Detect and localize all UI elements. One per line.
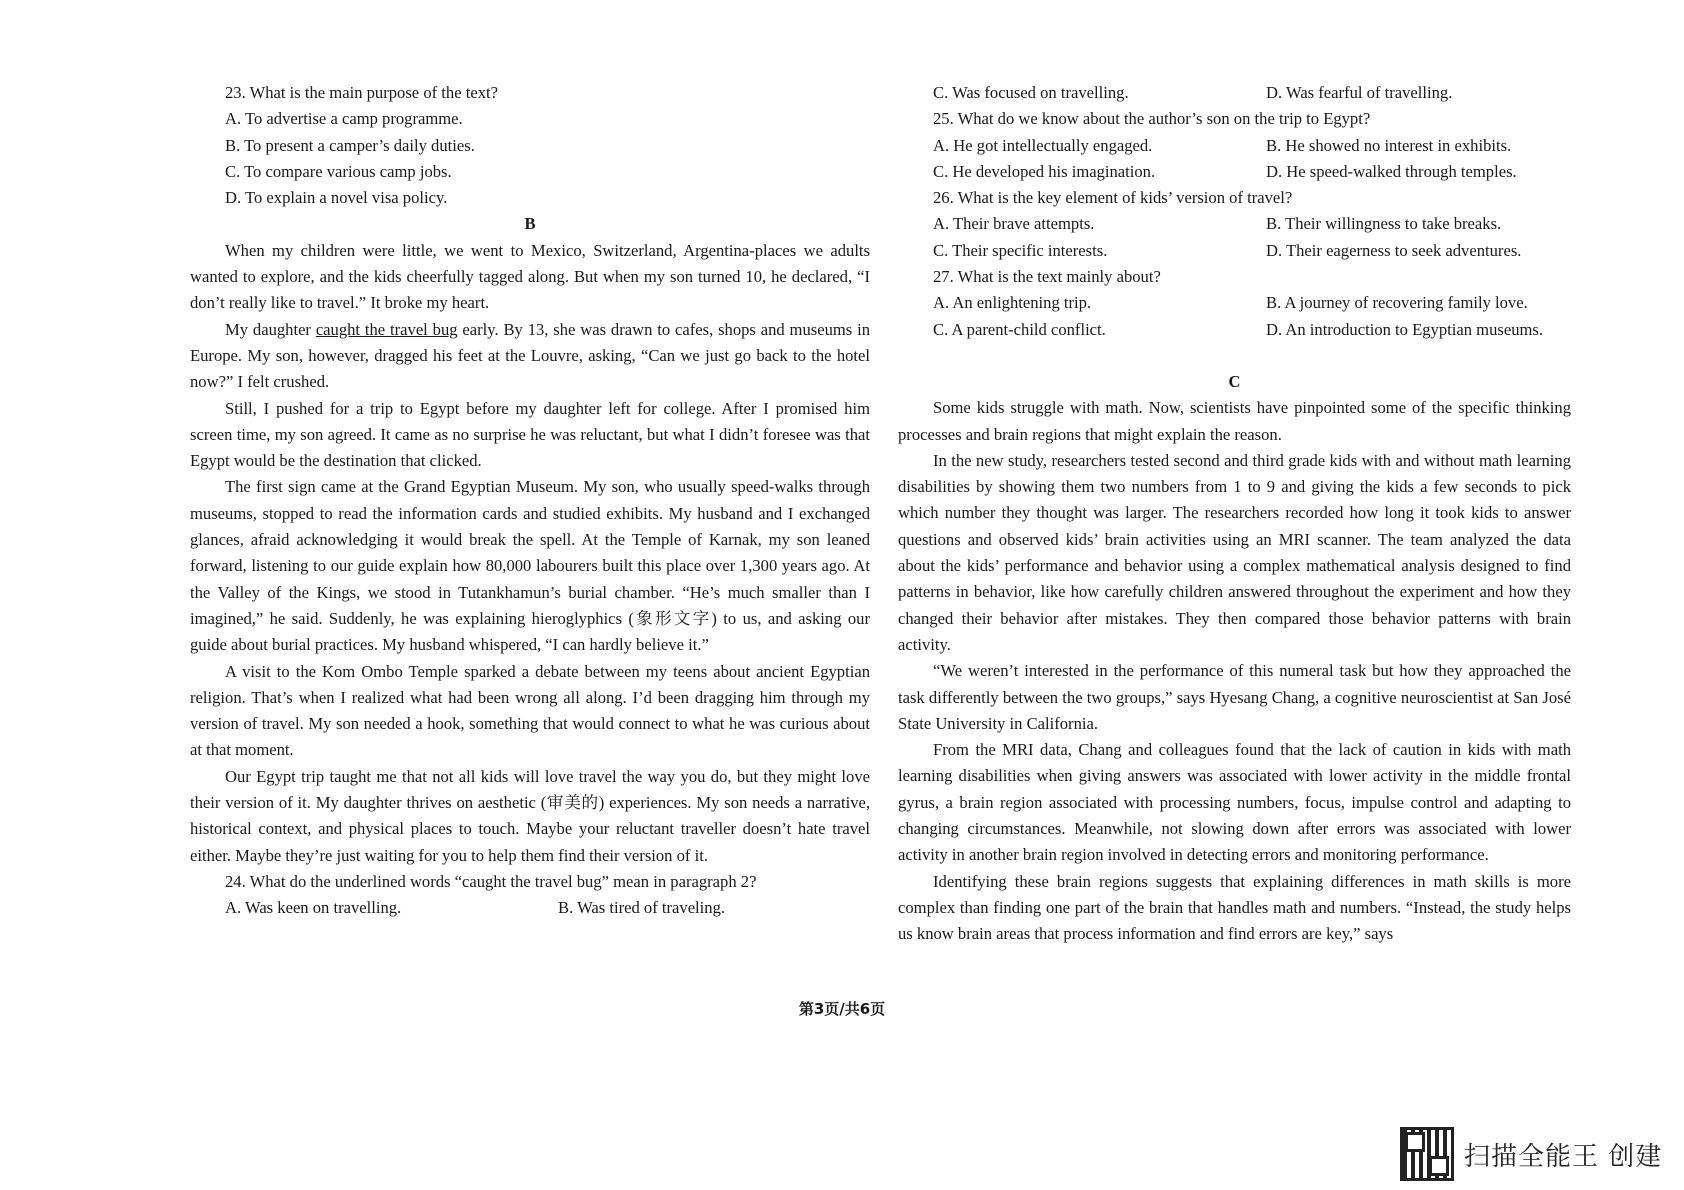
question-25: 25. What do we know about the author’s son on the trip to Egypt? bbox=[933, 109, 1371, 129]
options-25cd bbox=[898, 159, 1571, 185]
watermark-text: 扫描全能王 创建 bbox=[1464, 1141, 1663, 1172]
question-26: 26. What is the key element of kids’ version of travel? bbox=[933, 188, 1293, 208]
option-26b: B. Their willingness to take breaks. bbox=[1266, 214, 1502, 234]
option-24c: C. Was focused on travelling. bbox=[933, 83, 1129, 102]
passage-c-paragraph-5: Identifying these brain regions suggests that explaining differences in math skills is more complex than finding one part of the brain that handles math and numbers. “Instead, the study helps us know brain areas that process information and find errors are key,” says bbox=[898, 871, 1571, 944]
spacer bbox=[898, 343, 1571, 369]
question-23: 23. What is the main purpose of the text? bbox=[225, 83, 498, 102]
passage-b-paragraph-4: The first sign came at the Grand Egyptian Museum. My son, who usually speed-walks through museums, stopped to read the information cards and studied exhibits. My husband and I exchanged glances, afraid acknowledging it would break the spell. At the Temple of Karnak, my son leaned forward, listening to our guide explain how 80,000 labourers built this place over 1,300 years ago. At the Valley of the Kings, we stood in Tutankhamun’s burial chamber. “He’s much smaller than I imagined,” he said. Suddenly, he was explaining hieroglyphics (象形文字) to us, and asking our guide about burial practices. My husband whispered, “I can hardly believe it.” bbox=[190, 477, 870, 655]
options-26cd bbox=[898, 238, 1571, 264]
passage-b-paragraph-6: Our Egypt trip taught me that not all kids will love travel the way you do, but they might love their version of it. My daughter thrives on aesthetic (审美的) experiences. My son needs a narrative, historical context, and physical places to touch. Maybe your reluctant traveller doesn’t hate travel either. Maybe they’re just waiting for you to help them find their version of it. bbox=[190, 766, 870, 865]
option-26a: A. Their brave attempts. bbox=[933, 214, 1095, 234]
option-27d: D. An introduction to Egyptian museums. bbox=[1266, 319, 1544, 339]
option-27a: A. An enlightening trip. bbox=[933, 293, 1092, 313]
question-24: 24. What do the underlined words “caught the travel bug” mean in paragraph 2? bbox=[225, 871, 757, 891]
paragraph-2-lead: My daughter bbox=[225, 319, 316, 339]
section-b-heading: B bbox=[524, 214, 536, 234]
option-23a: A. To advertise a camp programme. bbox=[225, 109, 463, 129]
option-24a: A. Was keen on travelling. bbox=[225, 898, 402, 918]
passage-c-paragraph-1: Some kids struggle with math. Now, scientists have pinpointed some of the specific thinking processes and brain regions that might explain the reason. bbox=[898, 398, 1571, 444]
options-25ab bbox=[898, 133, 1571, 159]
passage-c-paragraph-4: From the MRI data, Chang and colleagues found that the lack of caution in kids with math learning disabilities when giving answers was associated with lower activity in the middle frontal gyrus, a brain region associated with processing numbers, focus, impulse control and adapting to changing circumstances. Meanwhile, not slowing down after errors was associated with lower activity in another brain region involved in detecting errors and monitoring performance. bbox=[898, 740, 1571, 865]
option-25a: A. He got intellectually engaged. bbox=[933, 135, 1153, 155]
option-23b: B. To present a camper’s daily duties. bbox=[225, 135, 475, 155]
options-24cd bbox=[898, 80, 1571, 106]
section-c-heading: C bbox=[1228, 371, 1241, 391]
options-27ab bbox=[898, 290, 1571, 316]
option-26d: D. Their eagerness to seek adventures. bbox=[1266, 240, 1522, 260]
passage-b-paragraph-3: Still, I pushed for a trip to Egypt before my daughter left for college. After I promised him screen time, my son agreed. It came as no surprise he was reluctant, but what I didn’t foresee was that Egypt would be the destination that clicked. bbox=[190, 398, 870, 471]
paragraph-2-rest: early. By 13, she was drawn to cafes, shops and museums in Europe. My son, however, dragged his feet at the Louvre, asking, “Can we just go back to the hotel now?” I felt crushed. bbox=[190, 319, 870, 392]
option-23d: D. To explain a novel visa policy. bbox=[225, 188, 448, 208]
passage-b-paragraph-1: When my children were little, we went to Mexico, Switzerland, Argentina-places we adults wanted to explore, and the kids cheerfully tagged along. But when my son turned 10, he declared, “I don’t really like to travel.” It broke my heart. bbox=[190, 240, 870, 313]
option-27b: B. A journey of recovering family love. bbox=[1266, 293, 1528, 313]
passage-b-paragraph-2 bbox=[190, 317, 870, 396]
option-25d: D. He speed-walked through temples. bbox=[1266, 161, 1517, 181]
option-23c: C. To compare various camp jobs. bbox=[225, 161, 452, 181]
page-number: 第3页/共6页 bbox=[798, 1000, 886, 1018]
option-24d: D. Was fearful of travelling. bbox=[1266, 83, 1453, 102]
options-26ab bbox=[898, 211, 1571, 237]
left-column bbox=[190, 80, 870, 922]
passage-c-paragraph-2: In the new study, researchers tested second and third grade kids with and without math learning disabilities by showing them two numbers from 1 to 9 and giving the kids a few seconds to pick which number they thought was larger. The researchers recorded how long it took kids to answer questions and observed kids’ brain activities using an MRI scanner. The team analyzed the data about the kids’ performance and behavior using a complex mathematical analysis designed to find patterns in behavior, like how carefully children answered throughout the experiment and how they changed their behavior after mistakes. They then compared those behavior patterns with brain activity. bbox=[898, 450, 1571, 654]
option-24b: B. Was tired of traveling. bbox=[558, 898, 726, 918]
question-27: 27. What is the text mainly about? bbox=[933, 267, 1161, 287]
qr-code-icon bbox=[1400, 1127, 1454, 1181]
passage-c-paragraph-3: “We weren’t interested in the performance of this numeral task but how they approached the task differently between the two groups,” says Hyesang Chang, a cognitive neuroscientist at San José State University in California. bbox=[898, 661, 1571, 733]
option-25c: C. He developed his imagination. bbox=[933, 161, 1156, 181]
options-27cd bbox=[898, 317, 1571, 343]
underlined-phrase: caught the travel bug bbox=[315, 319, 458, 339]
right-column bbox=[898, 80, 1571, 948]
passage-b-paragraph-5: A visit to the Kom Ombo Temple sparked a debate between my teens about ancient Egyptian religion. That’s when I realized what had been wrong all along. I’d been dragging him through my version of travel. My son needed a hook, something that would connect to what he was curious about at that moment. bbox=[190, 661, 870, 760]
option-27c: C. A parent-child conflict. bbox=[933, 319, 1106, 339]
options-24ab bbox=[190, 895, 870, 921]
scanner-watermark bbox=[1400, 1127, 1662, 1181]
option-26c: C. Their specific interests. bbox=[933, 240, 1108, 260]
option-25b: B. He showed no interest in exhibits. bbox=[1266, 135, 1512, 155]
